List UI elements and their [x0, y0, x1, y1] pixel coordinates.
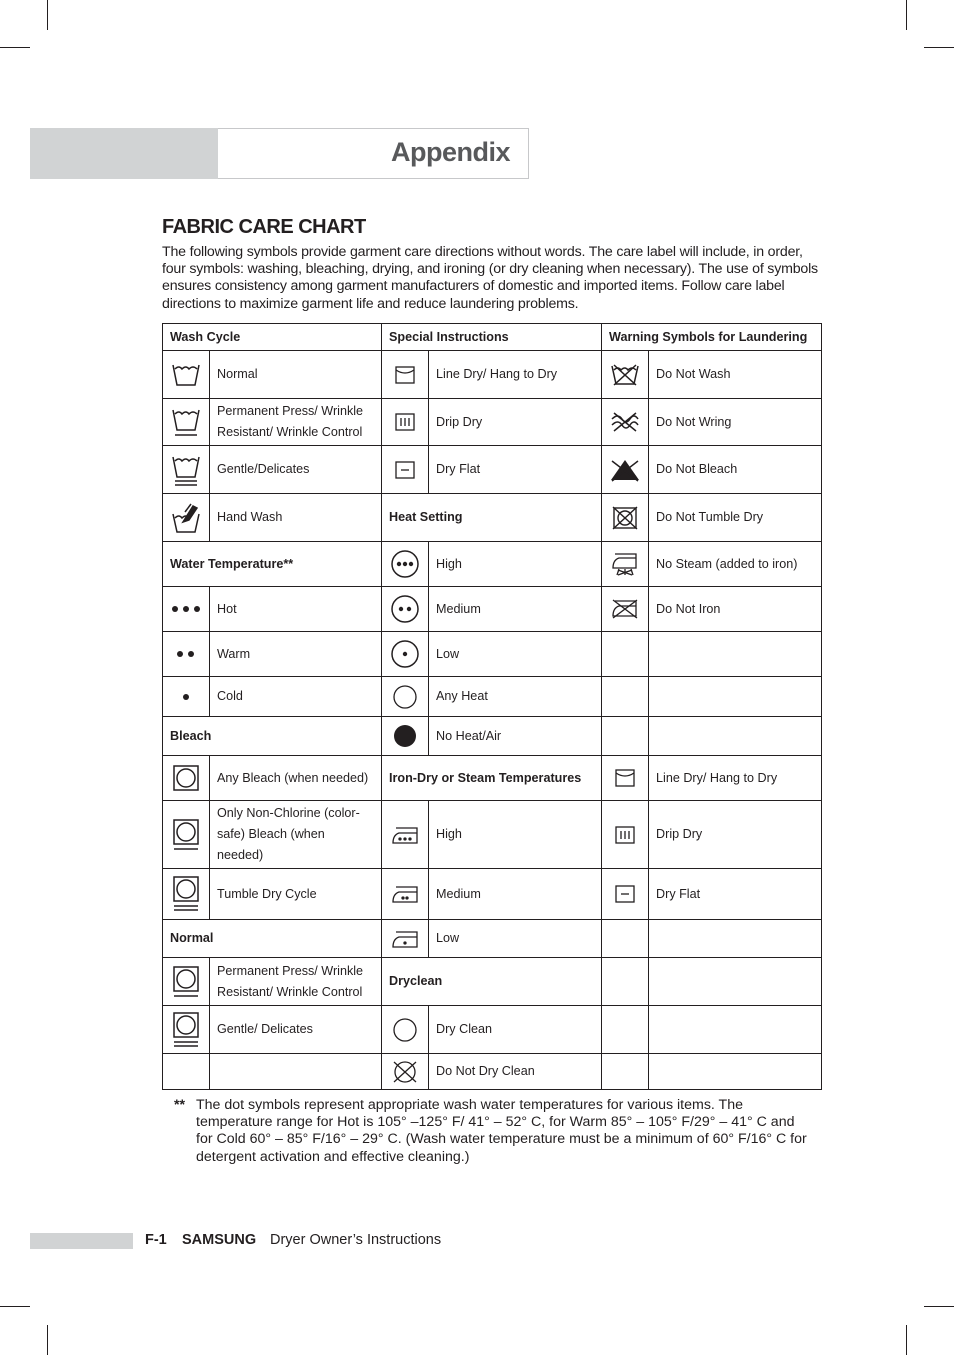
table-cell: High — [429, 542, 602, 587]
temp-warm-icon — [163, 632, 210, 677]
no-heat-icon — [382, 717, 429, 756]
table-cell: Any Bleach (when needed) — [210, 756, 382, 801]
table-cell: Any Heat — [429, 677, 602, 717]
table-cell: Medium — [429, 869, 602, 920]
table-row — [163, 446, 822, 494]
heat-medium-icon — [382, 587, 429, 632]
table-row — [163, 677, 822, 717]
crop-mark — [906, 1325, 907, 1355]
do-not-tumble-dry-icon — [602, 494, 649, 542]
table-cell — [649, 920, 822, 958]
hand-wash-icon — [163, 494, 210, 542]
symbol-cell — [602, 920, 649, 958]
symbol-cell — [602, 677, 649, 717]
iron-dry-heading: Iron-Dry or Steam Temperatures — [382, 756, 602, 801]
table-cell: Dry Flat — [429, 446, 602, 494]
header-bar — [30, 128, 218, 179]
temp-hot-icon — [163, 587, 210, 632]
heat-low-icon — [382, 632, 429, 677]
table-cell — [649, 677, 822, 717]
any-heat-icon — [382, 677, 429, 717]
do-not-bleach-icon — [602, 446, 649, 494]
crop-mark — [0, 1306, 30, 1307]
document-title: Dryer Owner’s Instructions — [270, 1232, 442, 1248]
normal-heading: Normal — [163, 920, 382, 958]
table-cell: Only Non-Chlorine (color-safe) Bleach (when needed) — [210, 801, 382, 869]
table-cell: Low — [429, 920, 602, 958]
table-cell — [649, 958, 822, 1006]
line-dry-icon — [602, 756, 649, 801]
dry-flat-icon — [382, 446, 429, 494]
bleach-heading: Bleach — [163, 717, 382, 756]
footnote-text: The dot symbols represent appropriate wash water temperatures for various items. The temperature range for Hot is 105° –125° F/ 41° – 52° C, for Warm 85° – 105° F/29° – 41° C and for Cold 60° – 85° F/16° – 29° C. (Wash water temperature must be a minimum of 60° F/16° C for detergent activation and effective cleaning.) — [196, 1097, 807, 1165]
table-cell: No Steam (added to iron) — [649, 542, 822, 587]
table-row — [163, 1006, 822, 1054]
table-header-row — [163, 324, 822, 351]
wash-permanent-press-icon — [163, 399, 210, 446]
iron-high-icon — [382, 801, 429, 869]
table-row — [163, 399, 822, 446]
heat-setting-heading: Heat Setting — [382, 494, 602, 542]
table-row — [163, 756, 822, 801]
table-cell: Do Not Bleach — [649, 446, 822, 494]
header-special-instructions: Special Instructions — [382, 324, 602, 351]
table-cell — [649, 1054, 822, 1090]
table-cell — [210, 1054, 382, 1090]
table-cell: Warm — [210, 632, 382, 677]
wash-gentle-icon — [163, 446, 210, 494]
page-number: F-1 — [145, 1232, 167, 1248]
table-cell: Gentle/ Delicates — [210, 1006, 382, 1054]
iron-low-icon — [382, 920, 429, 958]
crop-mark — [47, 0, 48, 30]
table-cell: Do Not Wring — [649, 399, 822, 446]
table-cell: Permanent Press/ Wrinkle Resistant/ Wrinkle Control — [210, 399, 382, 446]
table-cell: Drip Dry — [429, 399, 602, 446]
table-row — [163, 801, 822, 869]
symbol-cell — [602, 717, 649, 756]
crop-mark — [924, 47, 954, 48]
table-cell — [649, 632, 822, 677]
fabric-care-table — [162, 323, 822, 1090]
page-header-title: Appendix — [390, 137, 510, 167]
table-cell: Medium — [429, 587, 602, 632]
line-dry-icon — [382, 351, 429, 399]
table-cell: Do Not Tumble Dry — [649, 494, 822, 542]
header-box — [218, 128, 529, 179]
dry-gentle-icon — [163, 1006, 210, 1054]
crop-mark — [47, 1325, 48, 1355]
table-cell: Line Dry/ Hang to Dry — [429, 351, 602, 399]
drip-dry-icon — [602, 801, 649, 869]
table-row — [163, 920, 822, 958]
any-bleach-icon — [163, 756, 210, 801]
tumble-dry-cycle-icon — [163, 869, 210, 920]
symbol-cell — [163, 1054, 210, 1090]
table-cell: Permanent Press/ Wrinkle Resistant/ Wrinkle Control — [210, 958, 382, 1006]
symbol-cell — [602, 632, 649, 677]
heat-high-icon — [382, 542, 429, 587]
dry-permanent-press-icon — [163, 958, 210, 1006]
table-row — [163, 542, 822, 587]
table-cell: Do Not Iron — [649, 587, 822, 632]
table-cell: Hand Wash — [210, 494, 382, 542]
iron-medium-icon — [382, 869, 429, 920]
table-cell — [649, 717, 822, 756]
header-warning-symbols: Warning Symbols for Laundering — [602, 324, 822, 351]
intro-paragraph: The following symbols provide garment care directions without words. The care label will include, in order, four symbols: washing, bleaching, drying, and ironing (or dry cleaning when necessary). The use of symbols ensures consistency among garment manufacturers of domestic and imported items. Follow care label directions to maximize garment life and reduce laundering problems. — [162, 244, 818, 312]
footer-bar — [30, 1233, 133, 1249]
footnote-mark: ** — [174, 1097, 186, 1113]
crop-mark — [0, 47, 30, 48]
header-wash-cycle: Wash Cycle — [163, 324, 382, 351]
table-cell: Line Dry/ Hang to Dry — [649, 756, 822, 801]
table-row — [163, 958, 822, 1006]
drip-dry-icon — [382, 399, 429, 446]
dry-clean-icon — [382, 1006, 429, 1054]
table-cell: Low — [429, 632, 602, 677]
footnote — [174, 1097, 814, 1166]
symbol-cell — [602, 1006, 649, 1054]
no-steam-icon — [602, 542, 649, 587]
do-not-iron-icon — [602, 587, 649, 632]
section-title: FABRIC CARE CHART — [162, 216, 366, 238]
table-cell: Do Not Dry Clean — [429, 1054, 602, 1090]
wash-normal-icon — [163, 351, 210, 399]
table-cell: Cold — [210, 677, 382, 717]
dryclean-heading: Dryclean — [382, 958, 602, 1006]
water-temperature-heading: Water Temperature** — [163, 542, 382, 587]
table-cell: Gentle/Delicates — [210, 446, 382, 494]
table-cell: Drip Dry — [649, 801, 822, 869]
table-cell: Do Not Wash — [649, 351, 822, 399]
table-row — [163, 351, 822, 399]
table-cell: Normal — [210, 351, 382, 399]
table-cell: No Heat/Air — [429, 717, 602, 756]
do-not-dry-clean-icon — [382, 1054, 429, 1090]
table-cell: Tumble Dry Cycle — [210, 869, 382, 920]
table-row — [163, 869, 822, 920]
crop-mark — [924, 1306, 954, 1307]
symbol-cell — [602, 958, 649, 1006]
dry-flat-icon — [602, 869, 649, 920]
table-cell: Hot — [210, 587, 382, 632]
table-row — [163, 587, 822, 632]
do-not-wash-icon — [602, 351, 649, 399]
table-row — [163, 717, 822, 756]
brand-name: SAMSUNG — [182, 1232, 257, 1248]
table-cell: Dry Flat — [649, 869, 822, 920]
temp-cold-icon — [163, 677, 210, 717]
crop-mark — [906, 0, 907, 30]
table-cell — [649, 1006, 822, 1054]
table-row — [163, 1054, 822, 1090]
symbol-cell — [602, 1054, 649, 1090]
non-chlorine-bleach-icon — [163, 801, 210, 869]
table-row — [163, 494, 822, 542]
do-not-wring-icon — [602, 399, 649, 446]
table-row — [163, 632, 822, 677]
table-cell: High — [429, 801, 602, 869]
table-cell: Dry Clean — [429, 1006, 602, 1054]
